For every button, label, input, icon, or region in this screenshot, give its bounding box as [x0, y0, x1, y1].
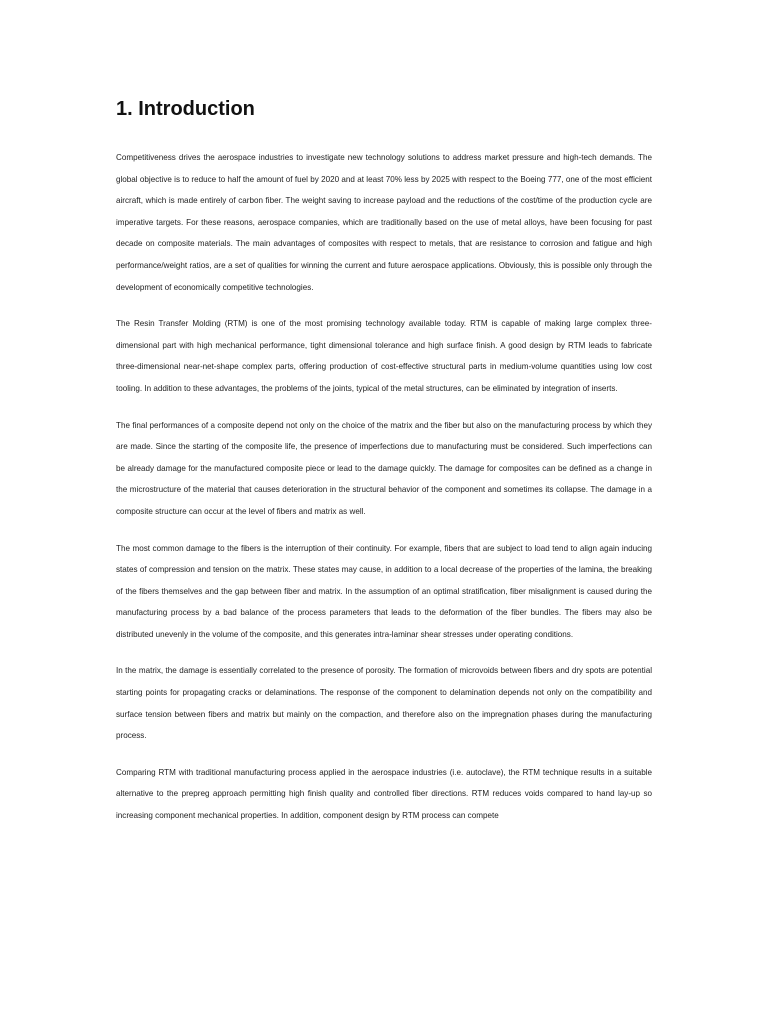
paragraph-rtm-comparison: Comparing RTM with traditional manufacturing process applied in the aerospace industries (i.e. autoclave), the RTM technique results in a suitable alternative to the prepreg approach permitting high finish quality and controlled fiber directions. RTM reduces voids compared to hand lay-up so increasing component mechanical properties. In addition, component design by RTM process can compete	[116, 767, 652, 821]
paragraph-competitiveness: Competitiveness drives the aerospace industries to investigate new technology solutions to address market pressure and high-tech demands. The global objective is to reduce to half the amount of fuel by 2020 and at least 70% less by 2025 with respect to the Boeing 777, one of the most efficient aircraft, which is made entirely of carbon fiber. The weight saving to increase payload and the reductions of the cost/time of the production cycle are imperative targets. For these reasons, aerospace companies, which are traditionally based on the use of metal alloys, have been focusing for past decade on composite materials. The main advantages of composites with respect to metals, that are resistance to corrosion and fatigue and high performance/weight ratios, are a set of qualities for winning the current and future aerospace applications. Obviously, this is possible only through the development of economically competitive technologies.	[116, 153, 652, 292]
paragraph-matrix-damage: In the matrix, the damage is essentially correlated to the presence of porosity. The formation of microvoids between fibers and dry spots are potential starting points for propagating cracks or delaminations. The response of the component to delamination depends not only on the compatibility and surface tension between fibers and matrix but mainly on the compaction, and therefore also on the impregnation phases during the manufacturing process.	[116, 666, 652, 741]
section-heading: 1. Introduction	[116, 98, 255, 120]
paragraph-rtm-overview: The Resin Transfer Molding (RTM) is one of the most promising technology available today. RTM is capable of making large complex three-dimensional part with high mechanical performance, tight dimensional tolerance and high surface finish. A good design by RTM leads to fabricate three-dimensional near-net-shape complex parts, offering production of cost-effective structural parts in medium-volume quantities using low cost tooling. In addition to these advantages, the problems of the joints, typical of the metal structures, can be eliminated by integration of inserts.	[116, 319, 652, 393]
paragraph-composite-performance: The final performances of a composite depend not only on the choice of the matrix and the fiber but also on the manufacturing process by which they are made. Since the starting of the composite life, the presence of imperfections due to manufacturing must be considered. Such imperfections can be already damage for the manufactured composite piece or lead to the damage quickly. The damage for composites can be defined as a change in the microstructure of the material that causes deterioration in the structural behavior of the component and sometimes its collapse. The damage in a composite structure can occur at the level of fibers and matrix as well.	[116, 420, 652, 516]
document-body	[116, 96, 652, 842]
paragraph-fiber-damage: The most common damage to the fibers is the interruption of their continuity. For example, fibers that are subject to load tend to align again inducing states of compression and tension on the matrix. These states may cause, in addition to a local decrease of the properties of the lamina, the breaking of the fibers themselves and the gap between fiber and matrix. In the assumption of an optimal stratification, fiber misalignment is caused during the manufacturing process by a bad balance of the process parameters that leads to the deformation of the fiber bundles. The fibers may also be distributed unevenly in the volume of the composite, and this generates intra-laminar shear stresses under operating conditions.	[116, 543, 652, 639]
